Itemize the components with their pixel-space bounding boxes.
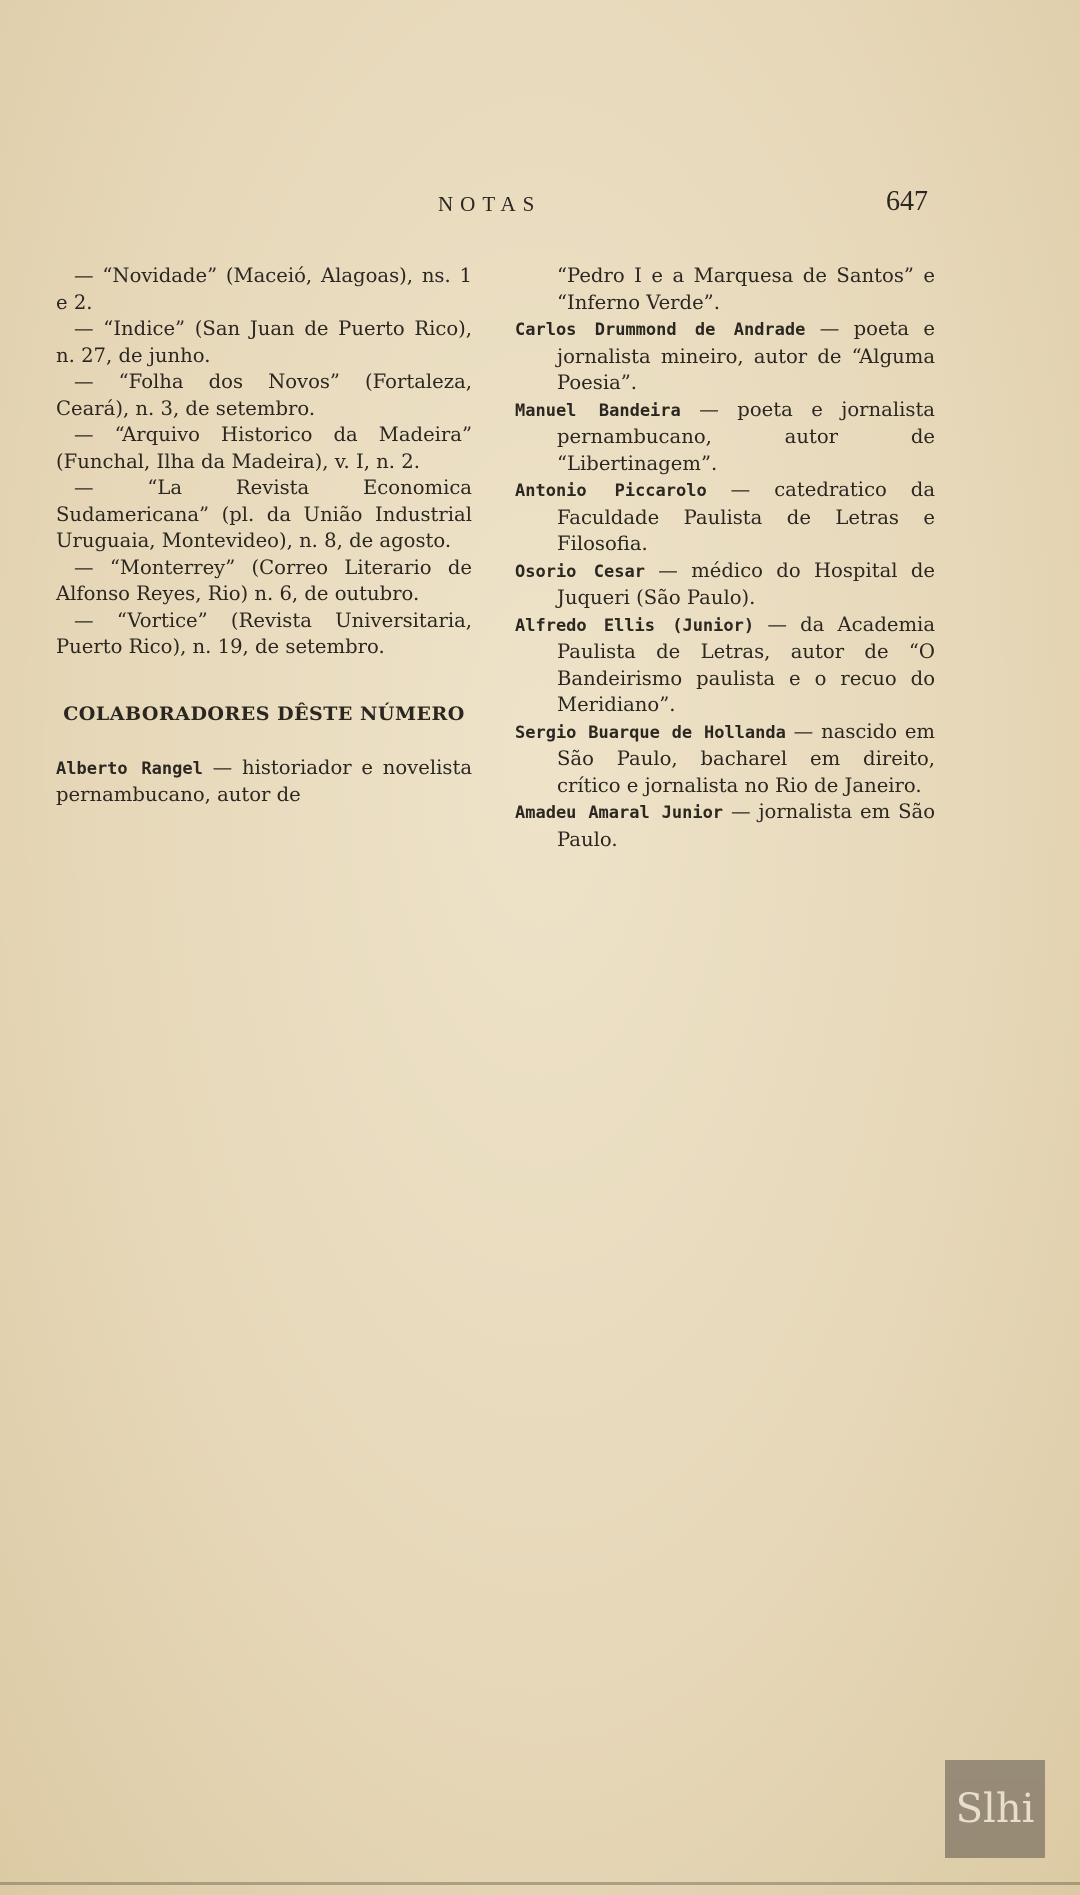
contributor-continuation: “Pedro I e a Marquesa de Santos” e “Inferno Verde”. [557, 264, 935, 314]
contributor-entry [515, 397, 935, 478]
contributor-name: Alberto Rangel [56, 758, 203, 779]
contributor-name: Carlos Drummond de Andrade [515, 320, 806, 340]
contributor-description: — médico do Hospital de Juqueri (São Paulo). [557, 558, 936, 609]
contributor-entry [515, 612, 935, 719]
contributor-name: Alfredo Ellis (Junior) [515, 615, 755, 636]
journal-entry: — “Folha dos Novos” (Fortaleza, Ceará), n. 3, de setembro. [56, 370, 472, 420]
contributor-name: Sergio Buarque de Hollanda [515, 722, 786, 743]
contributor-name: Osorio Cesar [515, 561, 645, 582]
contributor-description: — poeta e jornalista pernambucano, autor de “Libertinagem”. [557, 397, 935, 475]
contributor-entry [515, 719, 935, 800]
contributor-description: — historiador e novelista pernambucano, autor de [56, 755, 472, 806]
journal-entry: — “Arquivo Historico da Madeira” (Funchal, Ilha da Madeira), v. I, n. 2. [56, 423, 472, 473]
contributor-entry [515, 316, 935, 397]
contributor-name: Manuel Bandeira [515, 400, 681, 421]
contributor-description: — jornalista em São Paulo. [557, 800, 935, 851]
page-number: 647 [886, 186, 928, 217]
contributor-description: — poeta e jornalista mineiro, autor de “Alguma Poesia”. [557, 317, 936, 394]
bottom-edge-rule [0, 1882, 1080, 1885]
page-header [0, 186, 1080, 228]
journal-entry: — “Vortice” (Revista Universitaria, Puerto Rico), n. 19, de setembro. [56, 608, 472, 658]
contributor-description: — catedratico da Faculdade Paulista de Letras e Filosofia. [557, 478, 936, 555]
journal-entry: — “Indice” (San Juan de Puerto Rico), n. 27, de junho. [56, 317, 472, 367]
contributor-entry [515, 558, 935, 612]
contributor-entry [515, 799, 935, 853]
contributor-entry [515, 477, 935, 558]
running-title: NOTAS [438, 192, 542, 216]
left-column [56, 263, 472, 809]
contributor-description: — da Academia Paulista de Letras, autor de “O Bandeirismo paulista e o recuo do Meridiano”. [557, 612, 935, 716]
contributor-entry [56, 755, 472, 809]
library-watermark-logo: Slhi [945, 1760, 1045, 1858]
journal-entry: — “Novidade” (Maceió, Alagoas), ns. 1 e 2. [56, 264, 472, 314]
contributor-description: — nascido em São Paulo, bacharel em direito, crítico e jornalista no Rio de Janeiro. [557, 719, 935, 797]
right-column [515, 263, 935, 853]
contributor-name: Antonio Piccarolo [515, 481, 707, 501]
journal-entry: — “Monterrey” (Correo Literario de Alfonso Reyes, Rio) n. 6, de outubro. [56, 555, 472, 605]
journal-entry: — “La Revista Economica Sudamericana” (pl. da União Industrial Uruguaia, Montevideo), n. 8, de agosto. [56, 476, 472, 552]
section-title: COLABORADORES DÊSTE NÚMERO [63, 702, 465, 725]
contributor-name: Amadeu Amaral Junior [515, 803, 724, 823]
